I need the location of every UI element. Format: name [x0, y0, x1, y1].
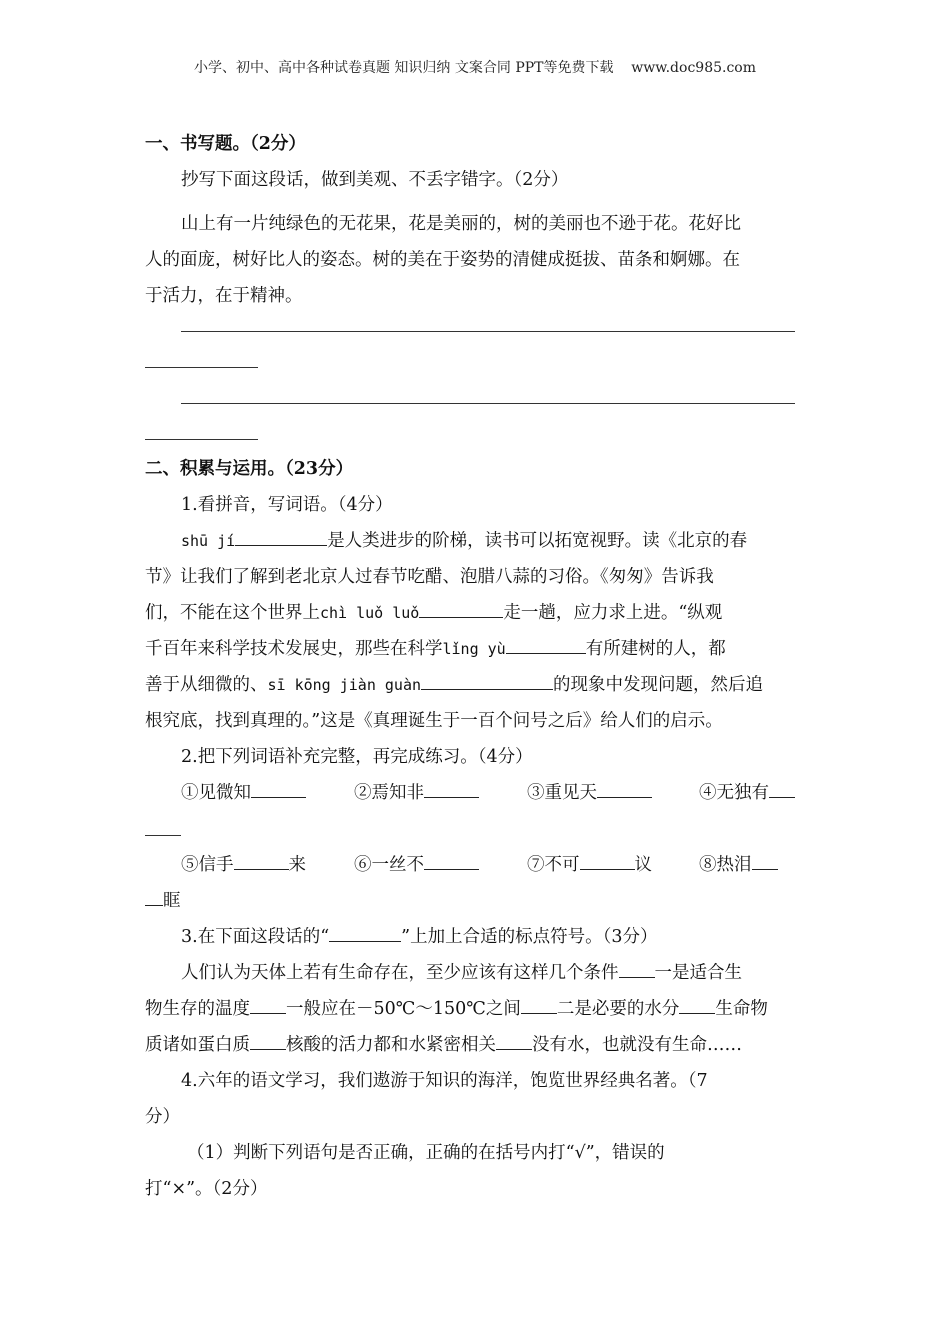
punct-blank-6[interactable]: [496, 1033, 532, 1050]
passage-line-1: 山上有一片纯绿色的无花果，花是美丽的，树的美丽也不逊于花。花好比: [181, 214, 741, 234]
pinyin-si-kong-jian-guan: sī kōng jiàn guàn: [267, 676, 422, 694]
idiom-item-6: ⑥一丝不: [354, 847, 524, 883]
q4-line-1: 4.六年的语文学习，我们遨游于知识的海洋，饱览世界经典名著。（7: [181, 1071, 708, 1091]
punct-blank-5[interactable]: [250, 1033, 286, 1050]
passage-line-3: 于活力，在于精神。: [145, 286, 303, 306]
idiom-item-8: ⑧热泪: [699, 847, 869, 883]
q1-line-2: 节》让我们了解到老北京人过春节吃醋、泡腊八蒜的习俗。《匆匆》告诉我: [145, 567, 714, 587]
writing-line-1[interactable]: [181, 331, 795, 332]
q1-line-6: 根究底，找到真理的。”这是《真理诞生于一百个问号之后》给人们的启示。: [145, 711, 723, 731]
punct-blank-4[interactable]: [679, 997, 715, 1014]
q2-row-2-cont: 眶: [145, 883, 825, 919]
answer-blank-3[interactable]: [506, 637, 586, 654]
idiom-item-4: ④无独有: [699, 775, 869, 811]
q3-title: 3.在下面这段话的“ ”上加上合适的标点符号。（3分）: [181, 927, 658, 947]
writing-line-2-cont[interactable]: [145, 439, 258, 440]
q1-text-1: 是人类进步的阶梯，读书可以拓宽视野。读《北京的春: [327, 531, 748, 551]
section1-instruction: 抄写下面这段话，做到美观、不丢字错字。（2分）: [181, 170, 569, 190]
q2-title: 2.把下列词语补充完整，再完成练习。（4分）: [181, 747, 533, 767]
q4-line-2: 分）: [145, 1107, 180, 1127]
idiom-blank-1[interactable]: [251, 781, 306, 798]
idiom-blank-2[interactable]: [424, 781, 479, 798]
idiom-item-2: ②焉知非: [354, 775, 524, 811]
q1-line-4: 千百年来科学技术发展史，那些在科学lǐng yù 有所建树的人，都: [145, 639, 726, 659]
writing-line-1-cont[interactable]: [145, 367, 258, 368]
idiom-blank-5[interactable]: [234, 853, 289, 870]
idiom-item-7: ⑦不可 议: [527, 855, 652, 875]
idiom-blank-8[interactable]: [752, 853, 778, 870]
answer-blank-4[interactable]: [421, 673, 553, 690]
punct-blank-1[interactable]: [619, 961, 655, 978]
pinyin-shu-ji: shū jí: [181, 532, 236, 550]
q1-line-3: 们，不能在这个世界上chì luǒ luǒ 走一趟，应力求上进。“纵观: [145, 603, 723, 623]
q4-sub1-line-1: （1）判断下列语句是否正确，正确的在括号内打“√”，错误的: [187, 1143, 665, 1163]
idiom-blank-4-cont[interactable]: [145, 835, 181, 836]
section1-title: 一、书写题。（2分）: [145, 134, 306, 154]
q1-line-5: 善于从细微的、sī kōng jiàn guàn 的现象中发现问题，然后追: [145, 675, 764, 695]
q3-line-2: 物生存的温度 一般应在－50℃～150℃之间 二是必要的水分 生命物: [145, 999, 768, 1019]
punct-blank-3[interactable]: [521, 997, 557, 1014]
pinyin-ling-yu: lǐng yù: [442, 640, 506, 658]
section2-title: 二、积累与运用。（23分）: [145, 459, 354, 479]
idiom-item-3: ③重见天: [527, 775, 697, 811]
answer-blank-1[interactable]: [235, 529, 327, 546]
writing-line-2[interactable]: [181, 403, 795, 404]
q3-line-1: 人们认为天体上若有生命存在，至少应该有这样几个条件 一是适合生: [181, 963, 742, 983]
q3-example-blank: [329, 925, 401, 942]
idiom-blank-8-cont[interactable]: [145, 889, 163, 906]
q3-line-3: 质诸如蛋白质 核酸的活力都和水紧密相关 没有水，也就没有生命……: [145, 1035, 742, 1055]
idiom-blank-6[interactable]: [424, 853, 479, 870]
idiom-item-5: ⑤信手 来: [181, 855, 306, 875]
pinyin-chi-luo-luo: chì luǒ luǒ: [320, 604, 420, 622]
idiom-blank-7[interactable]: [580, 853, 635, 870]
answer-blank-2[interactable]: [419, 601, 503, 618]
q1-line-1: [181, 523, 861, 559]
punct-blank-2[interactable]: [250, 997, 286, 1014]
page-header: 小学、初中、高中各种试卷真题 知识归纳 文案合同 PPT等免费下载 www.doc985.com: [193, 60, 756, 76]
q4-sub1-line-2: 打“×”。（2分）: [145, 1179, 268, 1199]
passage-line-2: 人的面庞，树好比人的姿态。树的美在于姿势的清健成挺拔、苗条和婀娜。在: [145, 250, 740, 270]
idiom-blank-4[interactable]: [769, 781, 795, 798]
q1-title: 1.看拼音，写词语。（4分）: [181, 495, 393, 515]
idiom-blank-3[interactable]: [597, 781, 652, 798]
idiom-item-1: ①见微知: [181, 775, 351, 811]
